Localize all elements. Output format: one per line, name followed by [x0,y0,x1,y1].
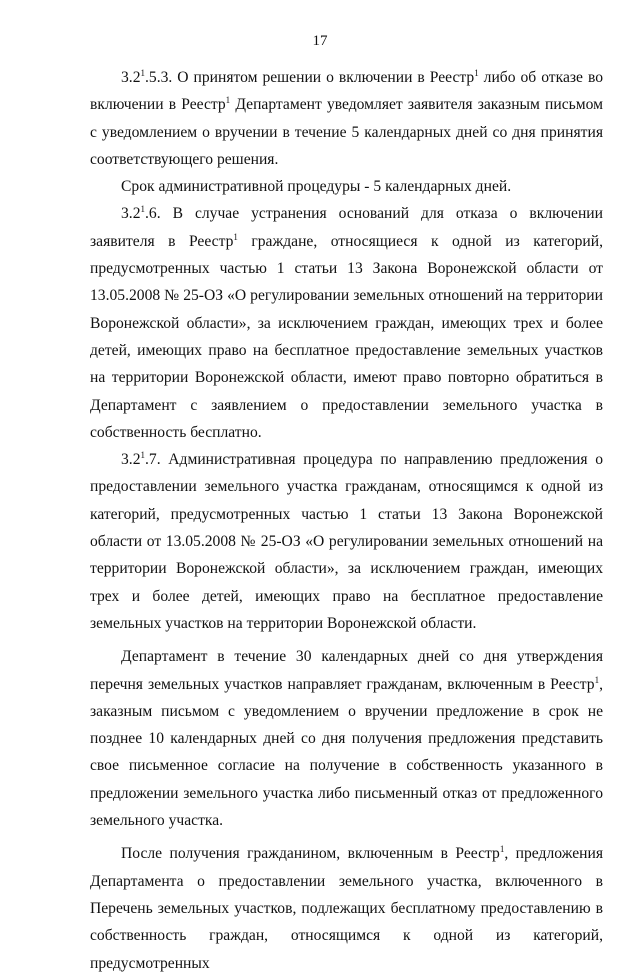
text-run: 3.2 [121,69,141,86]
superscript-index: 1 [233,231,238,242]
text-run: , заказным письмом с уведомлением о вручении предложение в срок не позднее 10 календарных дней со дня получения предложения представить свое письменное согласие на получение в собственность указанного в предложении земельного участка либо письменный отказ от предложенного земельного участка. [90,675,603,830]
paragraph-3-2-1-7 [90,446,603,637]
superscript-index: 1 [474,68,479,78]
paragraph-department-offer [90,643,603,834]
text-run: .6. В случае устранения оснований для отказа о включении заявителя в Реестр [90,205,603,250]
text-run: либо об отказе во включении в Реестр [90,69,603,114]
text-run: Департамент в течение 30 календарных дней со дня утверждения перечня земельных участков направляет гражданам, включенным в Реестр [90,648,603,693]
document-body [90,64,603,977]
paragraph-3-2-1-6 [90,200,603,446]
superscript-index: 1 [499,844,505,855]
superscript-index: 1 [140,68,145,78]
text-run: граждане, относящиеся к одной из категорий, предусмотренных частью 1 статьи 13 Закона Воронежской области от 13.05.2008 № 25-ОЗ «О регулировании земельных отношений на территории Воронежской области», за исключением граждан, имеющих трех и более детей, имеющих право на бесплатное предоставление земельных участков на территории Воронежской области, имеют право повторно обратиться в Департамент с заявлением о предоставлении земельного участка в собственность бесплатно. [90,232,604,441]
text-run: 3.2 [121,205,141,223]
text-run: .7. Административная процедура по направлению предложения о предоставлении земельного участка гражданам, относящимся к одной из категорий, предусмотренных частью 1 статьи 13 Закона Воронежской области от 13.05.2008 № 25-ОЗ «О регулировании земельных отношений на территории Воронежской области», за исключением граждан, имеющих трех и более детей, имеющих право на бесплатное предоставление земельных участков на территории Воронежской области. [90,451,603,632]
superscript-index: 1 [225,95,231,106]
superscript-index: 1 [594,674,600,685]
text-run: Срок административной процедуры - 5 календарных дней. [121,178,512,196]
superscript-index: 1 [140,450,145,461]
paragraph-procedure-term [90,173,603,200]
paragraph-after-receipt [90,840,603,976]
page-number: 17 [312,33,328,49]
text-run: 3.2 [121,451,141,469]
text-run: Департамент уведомляет заявителя заказным письмом с уведомлением о вручении в течение 5 календарных дней со дня принятия соответствующего решения. [90,96,603,168]
paragraph-3-2-1-5-3 [90,64,603,173]
text-run: , предложения Департамента о предоставлении земельного участка, включенного в Перечень земельных участков, подлежащих бесплатному предоставлению в собственность граждан, относящимся к одной из категорий, предусмотренных [90,845,604,972]
superscript-index: 1 [140,204,145,215]
text-run: .5.3. О принятом решении о включении в Реестр [145,69,475,86]
text-run: После получения гражданином, включенным в Реестр [121,845,500,863]
